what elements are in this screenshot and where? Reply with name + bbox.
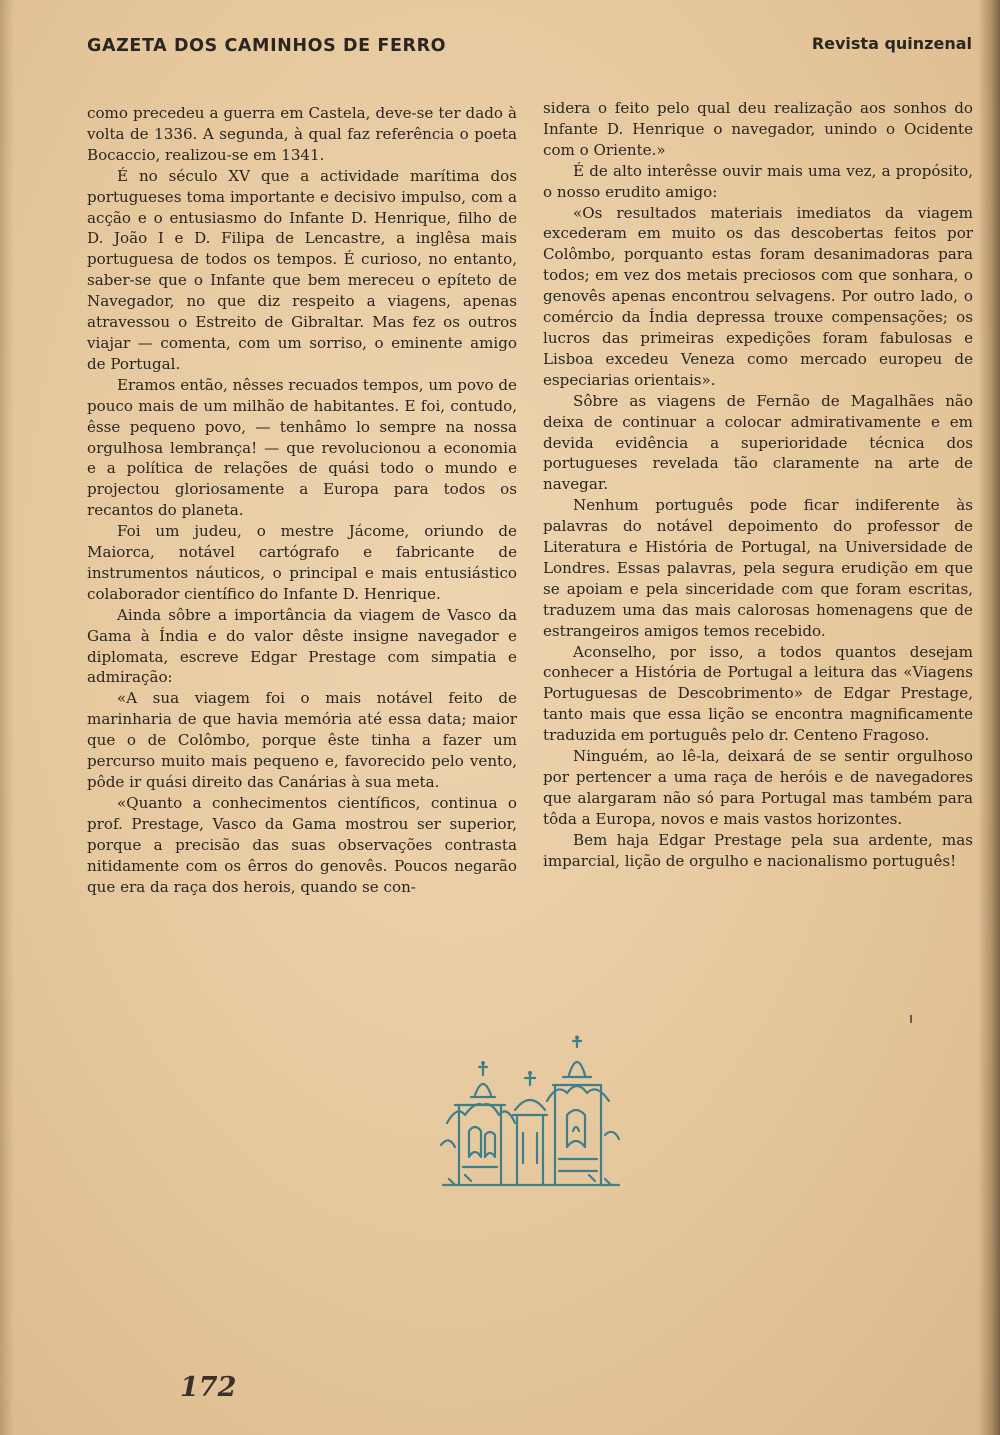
paragraph: Foi um judeu, o mestre Jácome, oriundo de Maiorca, notável cartógrafo e fabricante de instrumentos náuticos, o principal e mais entusiástico colaborador científico do Infante D. Henrique. xyxy=(87,522,517,603)
paragraph: sidera o feito pelo qual deu realização aos sonhos do Infante D. Henrique o navegador, unindo o Ocidente com o Oriente.» xyxy=(543,99,973,159)
page-number: 172 xyxy=(180,1372,237,1403)
paragraph: «Quanto a conhecimentos científicos, continua o prof. Prestage, Vasco da Gama mostrou ser superior, porque a precisão das suas observações contrasta nitidamente com os êrros do genovês. Poucos negarão que era da raça dos herois, quando se con- xyxy=(87,793,517,896)
paragraph: É de alto interêsse ouvir mais uma vez, a propósito, o nosso erudito amigo: xyxy=(543,161,973,201)
paragraph: Ninguém, ao lê-la, deixará de se sentir orgulhoso por pertencer a uma raça de heróis e de navegadores que alargaram não só para Portugal mas também para tôda a Europa, novos e mais vastos horizontes. xyxy=(543,747,973,828)
paragraph: Ainda sôbre a importância da viagem de Vasco da Gama à Índia e do valor dêste insigne navegador e diplomata, escreve Edgar Prestage com simpatia e admiração: xyxy=(87,605,517,687)
paragraph: Aconselho, por isso, a todos quantos desejam conhecer a História de Portugal a leitura das «Viagens Portuguesas de Descobrimento» de Edgar Prestage, tanto mais que essa lição se encontra magnificamente traduzida em português pelo dr. Centeno Fragoso. xyxy=(543,642,973,745)
page-right-shadow xyxy=(978,0,1000,1435)
paragraph: «Os resultados materiais imediatos da viagem excederam em muito os das descobertas feitos por Colômbo, porquanto estas foram desanimadoras para todos; em vez dos metais preciosos com que sonhara, o genovês apenas encontrou selvagens. Por outro lado, o comércio da Índia depressa trouxe compensações; os lucros das primeiras expedições foram fabulosas e Lisboa excedeu Veneza como mercado europeu de especiarias orientais». xyxy=(543,203,973,389)
paragraph: Bem haja Edgar Prestage pela sua ardente, mas imparcial, lição de orgulho e nacionalismo português! xyxy=(543,830,973,870)
paragraph: Sôbre as viagens de Fernão de Magalhães não deixa de continuar a colocar admirativamente e em devida evidência a superioridade técnica dos portugueses revelada tão claramente na arte de navegar. xyxy=(543,391,973,494)
left-column xyxy=(87,103,517,897)
paragraph: Eramos então, nêsses recuados tempos, um povo de pouco mais de um milhão de habitantes. E foi, contudo, êsse pequeno povo, — tenhâmo lo sempre na nossa orgulhosa lembrança! — que revolucionou a economia e a política de relações de quási todo o mundo e projectou gloriosamente a Europa para todos os recantos do planeta. xyxy=(87,375,517,520)
margin-mark xyxy=(910,1015,912,1023)
running-head-subtitle: Revista quinzenal xyxy=(811,34,972,53)
paragraph: Nenhum português pode ficar indiferente às palavras do notável depoimento do professor de Literatura e História de Portugal, na Universidade de Londres. Essas palavras, pela segura erudição em que se apoiam e pela sinceridade com que foram escritas, traduzem uma das mais calorosas homenagens que de estrangeiros amigos temos recebido. xyxy=(543,496,973,640)
paragraph: «A sua viagem foi o mais notável feito de marinharia de que havia memória até essa data; maior que o de Colômbo, porque êste tinha a fazer um percurso muito mais pequeno e, favorecido pelo vento, pôde ir quási direito das Canárias à sua meta. xyxy=(87,689,517,791)
page-left-shadow xyxy=(0,0,14,1435)
running-head-title: GAZETA DOS CAMINHOS DE FERRO xyxy=(87,36,447,56)
paragraph: É no século XV que a actividade marítima dos portugueses toma importante e decisivo impulso, com a acção e o entusiasmo do Infante D. Henrique, filho de D. João I e D. Filipa de Lencastre, a inglêsa mais portuguesa de todos os tempos. É curioso, no entanto, saber-se que o Infante que bem mereceu o epíteto de Navegador, no que diz respeito a viagens, apenas atravessou o Estreito de Gibraltar. Mas fez os outros viajar — comenta, com um sorriso, o eminente amigo de Portugal. xyxy=(87,166,517,373)
right-column xyxy=(543,98,973,872)
paragraph: como precedeu a guerra em Castela, deve-se ter dado à volta de 1336. A segunda, à qual faz referência o poeta Bocaccio, realizou-se em 1341. xyxy=(87,104,517,164)
church-towers-illustration-icon xyxy=(435,1035,625,1195)
